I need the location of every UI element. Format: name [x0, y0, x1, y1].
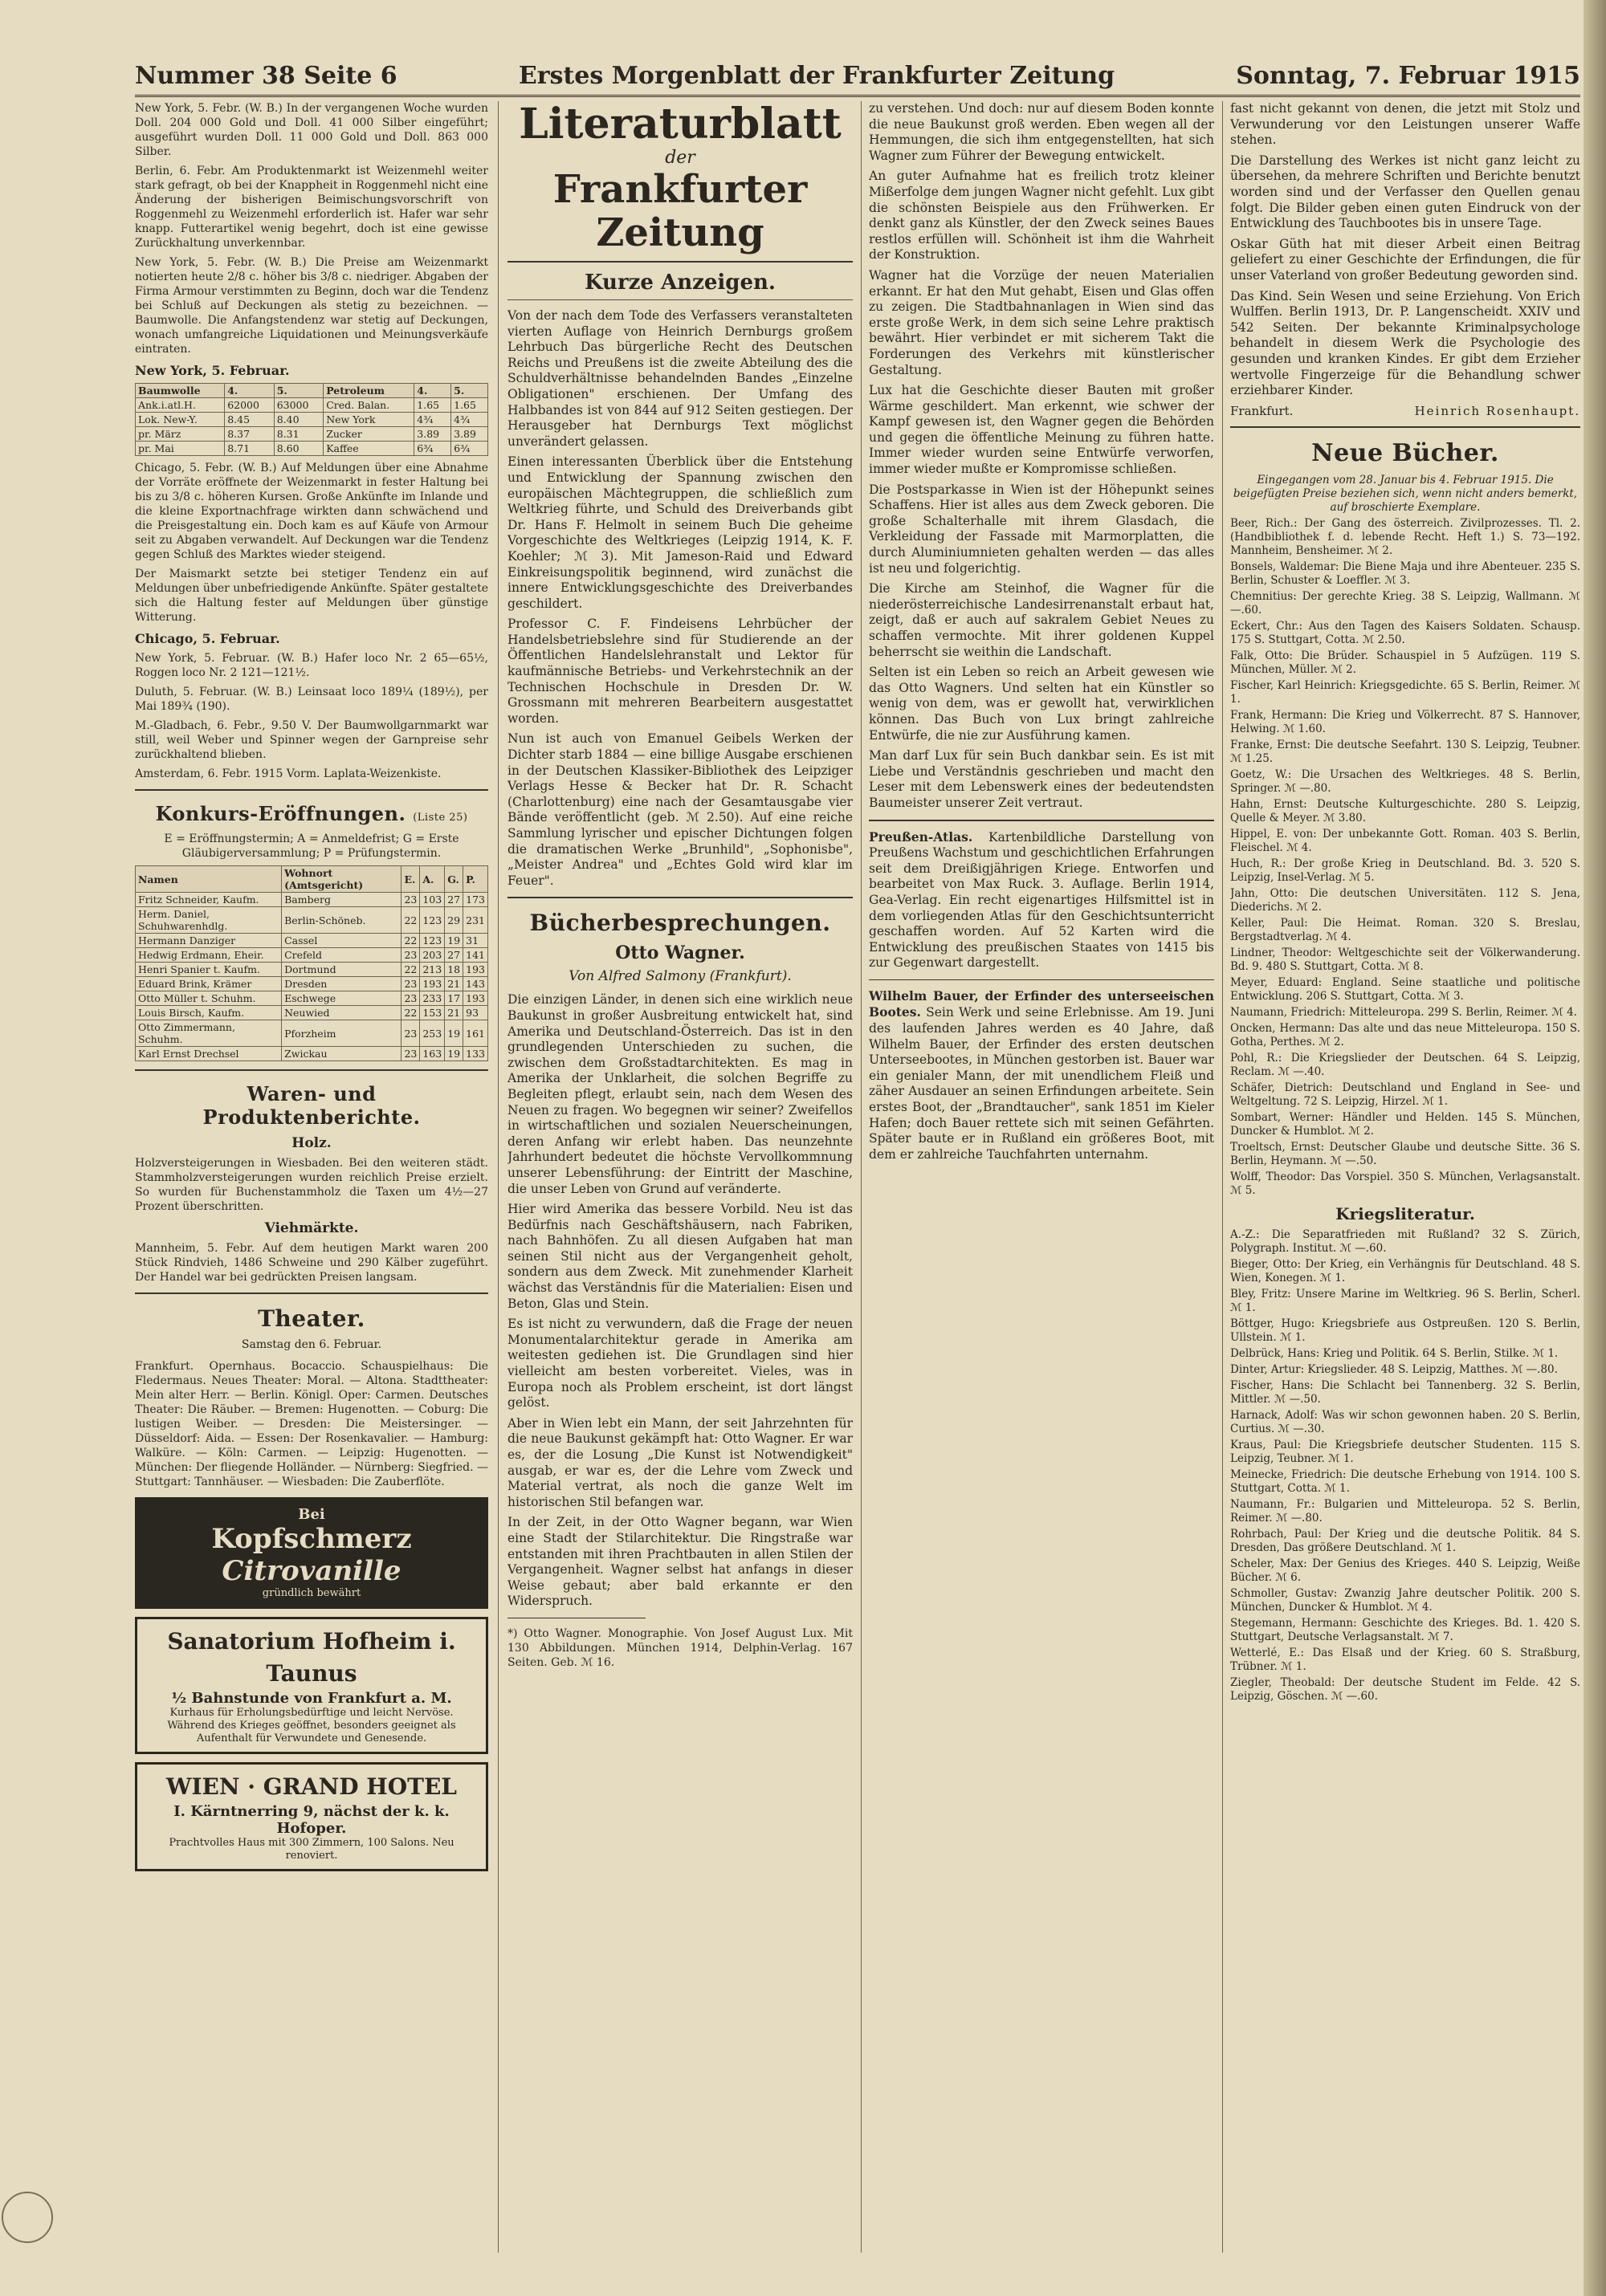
konkurs-title-text: Konkurs-Eröffnungen. [155, 802, 406, 825]
book-list [1230, 517, 1580, 1198]
market-table-row [136, 442, 488, 456]
market-report: M.-Gladbach, 6. Febr., 9.50 V. Der Baumwollgarnmarkt war still, weil Weber und Spinner wegen der Garnpreise sehr zurückhaltend blieben. [135, 719, 488, 761]
konkurs-cell: Louis Birsch, Kaufm. [136, 1006, 282, 1020]
section-divider [135, 789, 488, 791]
ad-sanatorium-line: ½ Bahnstunde von Frankfurt a. M. [171, 1690, 452, 1707]
konkurs-cell: Herm. Daniel, Schuhwarenhdlg. [136, 907, 282, 934]
chicago-table-title: Chicago, 5. Februar. [135, 631, 280, 646]
war-book-entry: Delbrück, Hans: Krieg und Politik. 64 S. Berlin, Stilke. ℳ 1. [1230, 1346, 1559, 1360]
market-table-row [136, 413, 488, 427]
konkurs-cell: 193 [420, 977, 445, 991]
market-table-row [136, 427, 488, 442]
market-report: New York, 5. Febr. (W. B.) In der vergangenen Woche wurden Doll. 204 000 Gold und Doll. 41 000 Silber eingeführt; ausgeführt wurden Doll. 11 000 Gold und Doll. 863 000 Silber. [135, 102, 488, 158]
war-literature-list [1230, 1228, 1580, 1704]
ad-grand-hotel-title: WIEN · GRAND HOTEL [166, 1773, 457, 1800]
war-book-entry: Bley, Fritz: Unsere Marine im Weltkrieg. 96 S. Berlin, Scherl. ℳ 1. [1230, 1287, 1580, 1314]
market-table-cell: Petroleum [324, 384, 414, 398]
konkurs-row [136, 977, 488, 991]
market-table-cell: pr. März [136, 427, 225, 442]
konkurs-cell: 133 [463, 1047, 488, 1061]
konkurs-title [135, 802, 488, 825]
market-table-cell: 3.89 [414, 427, 451, 442]
book-entry: Troeltsch, Ernst: Deutscher Glaube und deutsche Sitte. 36 S. Berlin, Heymann. ℳ —.50. [1230, 1140, 1580, 1167]
konkurs-cell: Otto Zimmermann, Schuhm. [136, 1020, 282, 1047]
market-table-cell: Cred. Balan. [324, 398, 414, 413]
konkurs-header-cell: Wohnort (Amtsgericht) [282, 866, 402, 893]
market-table-cell: Ank.i.atl.H. [136, 398, 225, 413]
column-literaturblatt [507, 101, 853, 2253]
market-table-cell: 1.65 [414, 398, 451, 413]
konkurs-cell: Fritz Schneider, Kaufm. [136, 893, 282, 907]
market-table-row [136, 398, 488, 413]
column-rule [861, 101, 862, 2253]
article-paragraph: Oskar Güth hat mit dieser Arbeit einen Beitrag geliefert zu einer Geschichte der Erfindungen, die für unser Vaterland von großer Bedeutung geworden sind. [1230, 236, 1580, 283]
konkurs-subtitle: (Liste 25) [413, 812, 468, 824]
market-table-cell: New York [324, 413, 414, 427]
article-paragraph: Professor C. F. Findeisens Lehrbücher der Handelsbetriebslehre sind für Studierende an der Öffentlichen Handelslehranstalt und Lektor für kaufmännische Betriebs- und Verkehrstechnik an der Technischen Hochschule in Dresden Dr. W. Grossmann mit mehreren Bearbeitern ausgestattet worden. [507, 617, 853, 726]
column-review-continued [869, 101, 1214, 2253]
vieh-title: Viehmärkte. [264, 1220, 359, 1236]
ad-sanatorium [135, 1617, 488, 1754]
konkurs-cell: 143 [463, 977, 488, 991]
war-book-entry: Ziegler, Theobald: Der deutsche Student im Felde. 42 S. Leipzig, Göschen. ℳ —.60. [1230, 1675, 1580, 1703]
book-entry: Naumann, Friedrich: Mitteleuropa. 299 S. Berlin, Reimer. ℳ 4. [1230, 1005, 1577, 1019]
konkurs-cell: 19 [445, 1020, 463, 1047]
konkurs-cell: 21 [445, 1006, 463, 1020]
konkurs-cell: 27 [445, 948, 463, 963]
book-entry: Keller, Paul: Die Heimat. Roman. 320 S. Breslau, Bergstadtverlag. ℳ 4. [1230, 916, 1580, 943]
theater-listing: Frankfurt. Opernhaus. Bocaccio. Schauspielhaus: Die Fledermaus. Neues Theater: Moral. — Altona. Stadttheater: Mein alter Herr. — Berlin. Königl. Oper: Carmen. Deutsches Theater: Die Räuber. — Bremen: Hugenotten. — Coburg: Die lustigen Weiber. — Dresden: Die Meistersinger. — Düsseldorf: Aida. — Essen: Der Rosenkavalier. — Hamburg: Walküre. — Köln: Carmen. — Leipzig: Hugenotten. — München: Der fliegende Holländer. — Nürnberg: Siegfried. — Stuttgart: Tannhäuser. — Wiesbaden: Die Zauberflöte. [135, 1360, 488, 1488]
book-entry: Franke, Ernst: Die deutsche Seefahrt. 130 S. Leipzig, Teubner. ℳ 1.25. [1230, 738, 1580, 765]
konkurs-cell: 231 [463, 907, 488, 934]
war-book-entry: Meinecke, Friedrich: Die deutsche Erhebung von 1914. 100 S. Stuttgart, Cotta. ℳ 1. [1230, 1468, 1580, 1495]
archive-stamp [2, 2192, 53, 2243]
konkurs-cell: 21 [445, 977, 463, 991]
article-paragraph: Hier wird Amerika das bessere Vorbild. Neu ist das Bedürfnis nach Geschäftshäusern, nach Fabriken, nach Bahnhöfen. Zu all diesen Aufgaben hat man seinen Stil nicht aus der Vergangenheit geholt, sondern aus dem Zweck. Mit zunehmender Klarheit wächst das Verständnis für die Materialien: Eisen und Beton, Glas und Stein. [507, 1202, 853, 1311]
konkurs-cell: 161 [463, 1020, 488, 1047]
war-book-entry: Naumann, Fr.: Bulgarien und Mitteleuropa. 52 S. Berlin, Reimer. ℳ —.80. [1230, 1497, 1580, 1525]
market-table-cell: 8.71 [225, 442, 275, 456]
book-entry: Wolff, Theodor: Das Vorspiel. 350 S. München, Verlagsanstalt. ℳ 5. [1230, 1170, 1580, 1197]
market-table-row [136, 384, 488, 398]
konkurs-cell: 18 [445, 963, 463, 977]
otto-wagner-byline: Von Alfred Salmony (Frankfurt). [569, 968, 792, 985]
article-paragraph: Das Kind. Sein Wesen und seine Erziehung. Von Erich Wulffen. Berlin 1913, Dr. P. Langenscheidt. XXIV und 542 Seiten. Der bekannte Kriminalpsychologe behandelt in diesem Werk die Psychologie des gesunden und kranken Kindes. Er gibt dem Erzieher wertvolle Fingerzeige für die Behandlung schwer erziehbarer Kinder. [1230, 288, 1580, 398]
section-divider [507, 897, 853, 898]
konkurs-cell: 27 [445, 893, 463, 907]
market-report: New York, 5. Februar. (W. B.) Hafer loco Nr. 2 65—65½, Roggen loco Nr. 2 121—121½. [135, 652, 488, 679]
war-book-entry: Kraus, Paul: Die Kriegsbriefe deutscher Studenten. 115 S. Leipzig, Teubner. ℳ 1. [1230, 1438, 1580, 1465]
book-entry: Lindner, Theodor: Weltgeschichte seit der Völkerwanderung. Bd. 9. 480 S. Stuttgart, Cotta. ℳ 8. [1230, 946, 1580, 973]
market-table-cell: 5. [274, 384, 324, 398]
article-paragraph: Wagner hat die Vorzüge der neuen Materialien erkannt. Er hat den Mut gehabt, Eisen und Glas offen zu zeigen. Die Stadtbahnanlagen in Wien sind das erste große Werk, in dem sich seine Lehre praktisch bewährt. Hier verbindet er mit sicherem Takt die Forderungen des Verkehrs mit künstlerischer Gestaltung. [869, 267, 1214, 377]
ad-grand-hotel-line: I. Kärntnerring 9, nächst der k. k. Hofoper. [173, 1803, 450, 1837]
atlas-title: Preußen-Atlas. [869, 828, 973, 845]
konkurs-header-cell: Namen [136, 866, 282, 893]
article-paragraph: Die Darstellung des Werkes ist nicht ganz leicht zu übersehen, da mehrere Schriften und Berichte benutzt worden sind und der Verfasser den Quellen genau folgt. Die Bilder geben einen guten Eindruck von der Entwicklung des Tauchbootes bis in unsere Tage. [1230, 153, 1580, 231]
kurze-anzeigen-title: Kurze Anzeigen. [507, 271, 853, 300]
konkurs-cell: 23 [402, 1020, 420, 1047]
article-paragraph: An guter Aufnahme hat es freilich trotz kleiner Mißerfolge dem jungen Wagner nicht gefehlt. Lux gibt die schönsten Beispiele aus den Frühwerken. Er denkt ganz als Künstler, der den Zweck seines Baues restlos erfüllen will. Schönheit ist ihm die Wahrheit der Konstruktion. [869, 169, 1214, 263]
holz-title: Holz. [291, 1135, 332, 1151]
konkurs-row [136, 893, 488, 907]
ad-grand-hotel [135, 1762, 488, 1871]
book-entry: Oncken, Hermann: Das alte und das neue Mitteleuropa. 150 S. Gotha, Perthes. ℳ 2. [1230, 1021, 1580, 1048]
book-entry: Huch, R.: Der große Krieg in Deutschland. Bd. 3. 520 S. Leipzig, Insel-Verlag. ℳ 5. [1230, 857, 1580, 884]
konkurs-legend: E = Eröffnungstermin; A = Anmeldefrist; G = Erste Gläubigerversammlung; P = Prüfungstermin. [164, 833, 459, 860]
book-entry: Chemnitius: Der gerechte Krieg. 38 S. Leipzig, Wallmann. ℳ —.60. [1230, 589, 1580, 617]
book-entry: Eckert, Chr.: Aus den Tagen des Kaisers Soldaten. Schausp. 175 S. Stuttgart, Cotta. ℳ 2.50. [1230, 619, 1580, 646]
konkurs-cell: 23 [402, 893, 420, 907]
article-paragraph: Die einzigen Länder, in denen sich eine wirklich neue Baukunst in großer Ausbreitung entwickelt hat, sind Amerika und Deutschland-Österreich. Das ist in den grundlegenden Unterschieden zu suchen, die zwischen dem Großstadtarchitekten. Es mag in Amerika der Unklarheit, die solchen Begriffe zu Begleiten pflegt, erlaubt sein, nach dem Wesen des Neuen zu fragen. Wo begegnen wir seiner? Zweifellos in wirtschaftlichen und sozialen Neuerscheinungen, deren Anfang wir erlebt haben. Das neunzehnte Jahrhundert bedeutet die höchste Vervollkommnung unserer Lebensführung: der Eintritt der Maschine, die unser Leben von Grund auf veränderte. [507, 992, 853, 1196]
konkurs-cell: Pforzheim [282, 1020, 402, 1047]
ad-grand-hotel-line: Prachtvolles Haus mit 300 Zimmern, 100 Salons. Neu renoviert. [169, 1837, 454, 1862]
page-binding-edge [1584, 0, 1606, 2296]
bauer-text: Sein Werk und seine Erlebnisse. Am 19. Juni des laufenden Jahres werden es 40 Jahre, daß Wilhelm Bauer, der Erfinder des ersten deutschen Unterseebootes, in München gestorben ist. Bauer war ein genialer Mann, der mit unendlichem Fleiß und zäher Ausdauer an seinen Erfindungen arbeitete. Sein erstes Boot, der „Brandtaucher", sank 1851 im Kieler Hafen; doch Bauer rettete sich mit seinen Gefährten. Später baute er in Rußland ein größeres Boot, mit dem er zahlreiche Tauchfahrten unternahm. [869, 1005, 1214, 1162]
konkurs-cell: 23 [402, 977, 420, 991]
konkurs-cell: 213 [420, 963, 445, 977]
market-table-cell: 4¾ [451, 413, 488, 427]
book-entry: Goetz, W.: Die Ursachen des Weltkrieges. 48 S. Berlin, Springer. ℳ —.80. [1230, 767, 1580, 795]
article-paragraph: In der Zeit, in der Otto Wagner begann, war Wien eine Stadt der Stilarchitektur. Die Ringstraße war entstanden mit ihren Prachtbauten in allen Stilen der Vergangenheit. Wagner selbst hat anfangs in dieser Weise gebaut; aber bald erkannte er den Widerspruch. [507, 1515, 853, 1609]
market-table-cell: 6¾ [451, 442, 488, 456]
konkurs-cell: 17 [445, 991, 463, 1006]
literaturblatt-banner [507, 101, 853, 263]
market-table-cell: 8.31 [274, 427, 324, 442]
konkurs-cell: 233 [420, 991, 445, 1006]
footnote: *) Otto Wagner. Monographie. Von Josef August Lux. Mit 130 Abbildungen. München 1914, Delphin-Verlag. 167 Seiten. Geb. ℳ 16. [507, 1626, 853, 1669]
ad-citrovanille-brand: Citrovanille [222, 1555, 402, 1587]
page-header [135, 55, 1580, 97]
market-report: Chicago, 5. Febr. (W. B.) Auf Meldungen über eine Abnahme der Vorräte eröffnete der Weizenmarkt in fester Haltung bei bis zu 3/8 c. höheren Kursen. Große Ankünfte im Inlande und die kleine Exportnachfrage wirkten dann schwächend und die Preisgestaltung ein. Doch kam es auf Käufe von Armour seit zu Abgaben verwandelt. Auf Deckungen war die Tendenz gegen Schluß des Marktes wieder steigend. [135, 462, 488, 561]
konkurs-cell: 193 [463, 963, 488, 977]
konkurs-header-cell: G. [445, 866, 463, 893]
market-table-cell: 6¾ [414, 442, 451, 456]
konkurs-cell: 153 [420, 1006, 445, 1020]
waren-title: Waren- und Produktenberichte. [202, 1082, 421, 1129]
article-paragraph: Es ist nicht zu verwundern, daß die Frage der neuen Monumentalarchitektur gerade in Amerika am weitesten gediehen ist. Die Grundlagen sind hier vielleicht am besten vorbereitet. Vieles, was in Europa noch als Problem erscheint, ist dort längst gelöst. [507, 1317, 853, 1411]
section-divider [869, 820, 1214, 821]
section-divider [869, 979, 1214, 980]
war-book-entry: A.-Z.: Die Separatfrieden mit Rußland? 32 S. Zürich, Polygraph. Institut. ℳ —.60. [1230, 1227, 1580, 1255]
market-table-cell: 62000 [225, 398, 275, 413]
konkurs-cell: 19 [445, 1047, 463, 1061]
konkurs-cell: 22 [402, 963, 420, 977]
neue-buecher-title: Neue Bücher. [1311, 438, 1499, 467]
konkurs-cell: Eduard Brink, Krämer [136, 977, 282, 991]
market-report: New York, 5. Febr. (W. B.) Die Preise am Weizenmarkt notierten heute 2/8 c. höher bis 3/8 c. niedriger. Abgaben der Firma Armour verstimmten zu Beginn, doch war die Tendenz bei Schluß auf Deckungen als stetig zu bezeichnen. — Baumwolle. Die Anfangstendenz war stetig auf Deckungen, wonach umfangreiche Liquidationen und Meinungsverkäufe eintraten. [135, 256, 488, 356]
book-entry: Fischer, Karl Heinrich: Kriegsgedichte. 65 S. Berlin, Reimer. ℳ 1. [1230, 678, 1580, 706]
konkurs-cell: Eschwege [282, 991, 402, 1006]
konkurs-cell: Otto Müller t. Schuhm. [136, 991, 282, 1006]
konkurs-row [136, 907, 488, 934]
war-book-entry: Fischer, Hans: Die Schlacht bei Tannenberg. 32 S. Berlin, Mittler. ℳ —.50. [1230, 1378, 1580, 1406]
war-book-entry: Dinter, Artur: Kriegslieder. 48 S. Leipzig, Matthes. ℳ —.80. [1230, 1362, 1558, 1376]
signature-author: Heinrich Rosenhaupt. [1414, 403, 1580, 418]
market-report: Der Maismarkt setzte bei stetiger Tendenz ein auf Meldungen über unbefriedigende Ankünfte. Später gestaltete sich die Haltung fester auf Meldungen über günstige Witterung. [135, 568, 488, 624]
konkurs-cell: 19 [445, 934, 463, 948]
konkurs-cell: 29 [445, 907, 463, 934]
book-entry: Sombart, Werner: Händler und Helden. 145 S. München, Duncker & Humblot. ℳ 2. [1230, 1110, 1580, 1138]
war-book-entry: Bieger, Otto: Der Krieg, ein Verhängnis für Deutschland. 48 S. Wien, Konegen. ℳ 1. [1230, 1257, 1580, 1284]
vieh-report: Mannheim, 5. Febr. Auf dem heutigen Markt waren 200 Stück Rindvieh, 1486 Schweine und 290 Kälber zugeführt. Der Handel war bei gedrückten Preisen langsam. [135, 1242, 488, 1284]
column-neue-buecher [1230, 101, 1580, 2253]
article-paragraph: Selten ist ein Leben so reich an Arbeit gewesen wie das Otto Wagners. Und selten hat ein Künstler so wenig von dem, was er gewollt hat, verwirklichen können. Das Buch von Lux bringt zahlreiche Entwürfe, die nie zur Ausführung kamen. [869, 665, 1214, 743]
section-divider [135, 1069, 488, 1071]
article-paragraph: Die Kirche am Steinhof, die Wagner für die niederösterreichische Landesirrenanstalt erbaut hat, zeigt, daß er auch auf sakralem Gebiet Neues zu schaffen vermochte. Mit ihrer goldenen Kuppel beherrscht sie weithin die Landschaft. [869, 581, 1214, 659]
war-book-entry: Schmoller, Gustav: Zwanzig Jahre deutscher Politik. 200 S. München, Duncker & Humblot. ℳ 4. [1230, 1586, 1580, 1614]
konkurs-cell: Henri Spanier t. Kaufm. [136, 963, 282, 977]
war-book-entry: Scheler, Max: Der Genius des Krieges. 440 S. Leipzig, Weiße Bücher. ℳ 6. [1230, 1557, 1580, 1584]
konkurs-cell: 103 [420, 893, 445, 907]
theater-date: Samstag den 6. Februar. [241, 1338, 382, 1351]
market-report: Duluth, 5. Februar. (W. B.) Leinsaat loco 189¼ (189½), per Mai 189¾ (190). [135, 686, 488, 713]
market-table-cell: Lok. New-Y. [136, 413, 225, 427]
market-table-cell: Zucker [324, 427, 414, 442]
market-report: Amsterdam, 6. Febr. 1915 Vorm. Laplata-Weizenkiste. [135, 767, 442, 780]
book-entry: Pohl, R.: Die Kriegslieder der Deutschen. 64 S. Leipzig, Reclam. ℳ —.40. [1230, 1051, 1580, 1078]
market-table-cell: Baumwolle [136, 384, 225, 398]
market-table-cell: 8.60 [274, 442, 324, 456]
book-entry: Hahn, Ernst: Deutsche Kulturgeschichte. 280 S. Leipzig, Quelle & Meyer. ℳ 3.80. [1230, 797, 1580, 824]
konkurs-header-cell: A. [420, 866, 445, 893]
konkurs-cell: 123 [420, 934, 445, 948]
konkurs-cell: Crefeld [282, 948, 402, 963]
atlas-text: Kartenbildliche Darstellung von Preußens Wachstum und geschichtlichen Erfahrungen seit dem Dreißigjährigen Kriege. Entworfen und bearbeitet von Max Ruck. 3. Auflage. Berlin 1914, Gea-Verlag. Ein recht eigenartiges Hilfsmittel ist in dem vorliegenden Atlas für den Geschichtsunterricht geschaffen worden. Auf 52 Karten wird die Entwicklung des preußischen Staates von 1415 bis zur Gegenwart dargestellt. [869, 829, 1214, 971]
konkurs-row [136, 1047, 488, 1061]
konkurs-cell: 22 [402, 907, 420, 934]
book-entry: Bonsels, Waldemar: Die Biene Maja und ihre Abenteuer. 235 S. Berlin, Schuster & Loeffler. ℳ 3. [1230, 560, 1580, 587]
konkurs-cell: 22 [402, 934, 420, 948]
konkurs-cell: 203 [420, 948, 445, 963]
konkurs-cell: Hedwig Erdmann, Eheir. [136, 948, 282, 963]
article-paragraph: Die Postsparkasse in Wien ist der Höhepunkt seines Schaffens. Hier ist alles aus dem Zweck geboren. Die große Schalterhalle mit ihrem Glasdach, die Verkleidung der Fassade mit Marmorplatten, die durch Aluminiumnieten gehalten werden — das alles ist neu und folgerichtig. [869, 482, 1214, 576]
ad-citrovanille-line: Bei [298, 1506, 325, 1523]
article-paragraph: Von der nach dem Tode des Verfassers veranstalteten vierten Auflage von Heinrich Dernburgs großem Lehrbuch Das bürgerliche Recht des Deutschen Reichs und Preußens ist die zweite Abteilung des die Schuldverhältnisse behandelnden Bandes „Einzelne Obligationen" erschienen. Der Umfang des Halbbandes ist von 844 auf 912 Seiten gestiegen. Der Herausgeber hat Dernburgs Text möglichst unverändert gelassen. [507, 308, 853, 449]
market-table [135, 383, 488, 456]
war-book-entry: Wetterlé, E.: Das Elsaß und der Krieg. 60 S. Straßburg, Trübner. ℳ 1. [1230, 1646, 1580, 1673]
konkurs-cell: 173 [463, 893, 488, 907]
konkurs-cell: Dresden [282, 977, 402, 991]
header-date: Sonntag, 7. Februar 1915 [1236, 62, 1580, 90]
banner-line: Literaturblatt [519, 101, 842, 149]
konkurs-cell: Hermann Danziger [136, 934, 282, 948]
market-report: Berlin, 6. Febr. Am Produktenmarkt ist Weizenmehl weiter stark gefragt, ob bei der Knappheit in Roggenmehl nicht eine Änderung der bisherigen Beimischungsvorschrift von Roggenmehl zu Weizenmehl erforderlich ist. Hafer war sehr knapp. Futterartikel wenig begehrt, doch ist eine gewisse Zurückhaltung unverkennbar. [135, 165, 488, 250]
market-table-cell: 8.40 [274, 413, 324, 427]
ad-sanatorium-line: Kurhaus für Erholungsbedürftige und leicht Nervöse. [169, 1707, 454, 1719]
konkurs-header-cell: E. [402, 866, 420, 893]
konkurs-cell: 22 [402, 1006, 420, 1020]
konkurs-cell: Neuwied [282, 1006, 402, 1020]
signature-line [1230, 404, 1580, 418]
bauer-title: Wilhelm Bauer, der Erfinder des unterseeischen Bootes. [869, 987, 1214, 1020]
konkurs-cell: Karl Ernst Drechsel [136, 1047, 282, 1061]
article-paragraph: zu verstehen. Und doch: nur auf diesem Boden konnte die neue Baukunst groß werden. Eben wegen all der Hemmungen, die sich ihm entgegenstellten, hat sich Wagner zum Führer der Bewegung entwickelt. [869, 101, 1214, 163]
war-book-entry: Stegemann, Hermann: Geschichte des Krieges. Bd. 1. 420 S. Stuttgart, Deutsche Verlagsanstalt. ℳ 7. [1230, 1616, 1580, 1643]
article-paragraph: fast nicht gekannt von denen, die jetzt mit Stolz und Verwunderung vor den Leistungen unserer Waffe stehen. [1230, 101, 1580, 148]
theater-title: Theater. [258, 1305, 365, 1332]
market-table-cell: 5. [451, 384, 488, 398]
ad-citrovanille-line: Kopfschmerz [211, 1523, 412, 1555]
holz-report: Holzversteigerungen in Wiesbaden. Bei den weiteren städt. Stammholzversteigerungen wurden reichlich Preise erzielt. So wurden für Buchenstammholz die Taxen um 4½—27 Prozent überschritten. [135, 1157, 488, 1213]
article-paragraph: Aber in Wien lebt ein Mann, der seit Jahrzehnten für die neue Baukunst gekämpft hat: Otto Wagner. Er war es, der die Losung „Die Kunst ist Notwendigkeit" ausgab, er war es, der die Lehre vom Zweck und Material vertrat, als noch die ganze Welt im historischen Stil befangen war. [507, 1415, 853, 1509]
buecherbesprechungen-title: Bücherbesprechungen. [529, 910, 831, 937]
book-entry: Meyer, Eduard: England. Seine staatliche und politische Entwicklung. 206 S. Stuttgart, Cotta. ℳ 3. [1230, 975, 1580, 1003]
ad-citrovanille-line: gründlich bewährt [262, 1587, 361, 1599]
article-paragraph: Man darf Lux für sein Buch dankbar sein. Es ist mit Liebe und Verständnis geschrieben und macht den Leser mit dem Lebenswerk eines der bedeutendsten Baumeister unserer Zeit vertraut. [869, 748, 1214, 810]
market-table-cell: 3.89 [451, 427, 488, 442]
otto-wagner-title: Otto Wagner. [615, 942, 745, 964]
ad-sanatorium-title: Sanatorium Hofheim i. Taunus [167, 1628, 456, 1687]
konkurs-cell: 31 [463, 934, 488, 948]
ad-citrovanille [135, 1497, 488, 1609]
konkurs-cell: Cassel [282, 934, 402, 948]
konkurs-cell: 23 [402, 991, 420, 1006]
konkurs-cell: 163 [420, 1047, 445, 1061]
konkurs-header-cell: P. [463, 866, 488, 893]
konkurs-cell: 123 [420, 907, 445, 934]
market-table-cell: 8.37 [225, 427, 275, 442]
column-rule [498, 101, 499, 2253]
konkurs-cell: 141 [463, 948, 488, 963]
book-entry: Falk, Otto: Die Brüder. Schauspiel in 5 Aufzügen. 119 S. München, Müller. ℳ 2. [1230, 649, 1580, 676]
neue-buecher-intro: Eingegangen vom 28. Januar bis 4. Februar 1915. Die beigefügten Preise beziehen sich, wenn nicht anders bemerkt, auf broschierte Exemplare. [1233, 473, 1578, 514]
konkurs-cell: Dortmund [282, 963, 402, 977]
ad-sanatorium-line: Während des Krieges geöffnet, besonders geeignet als Aufenthalt für Verwundete und Genesende. [167, 1720, 456, 1744]
book-entry: Hippel, E. von: Der unbekannte Gott. Roman. 403 S. Berlin, Fleischel. ℳ 4. [1230, 827, 1580, 854]
market-table-cell: 4. [414, 384, 451, 398]
book-entry: Schäfer, Dietrich: Deutschland und England in See- und Weltgeltung. 72 S. Leipzig, Hirzel. ℳ 1. [1230, 1081, 1580, 1108]
market-table-title: New York, 5. Februar. [135, 363, 290, 378]
header-issue-page: Nummer 38 Seite 6 [135, 62, 397, 90]
market-table-cell: Kaffee [324, 442, 414, 456]
konkurs-row [136, 963, 488, 977]
header-masthead: Erstes Morgenblatt der Frankfurter Zeitung [518, 62, 1115, 90]
signature-place: Frankfurt. [1230, 403, 1294, 418]
market-table-cell: pr. Mai [136, 442, 225, 456]
article-paragraph: Nun ist auch von Emanuel Geibels Werken der Dichter starb 1884 — eine billige Ausgabe erschienen in der Deutschen Klassiker-Bibliothek des Leipziger Verlags Hesse & Becker hat Dr. R. Schacht (Charlottenburg) eine nach der Gesamtausgabe vier Bände veröffentlicht (geb. ℳ 2.50). Auf eine reiche Sammlung lyrischer und epischer Dichtungen folgen die dramatischen Werke „Brunhild", „Sophonisbe", „Meister Andrea" und „Echtes Gold wird klar im Feuer". [507, 731, 853, 888]
konkurs-row [136, 948, 488, 963]
konkurs-row [136, 1006, 488, 1020]
konkurs-cell: 253 [420, 1020, 445, 1047]
kriegsliteratur-title: Kriegsliteratur. [1335, 1203, 1475, 1223]
banner-line: der [665, 148, 695, 168]
konkurs-cell: 93 [463, 1006, 488, 1020]
column-rule [1222, 101, 1223, 2253]
article-paragraph: Einen interessanten Überblick über die Entstehung und Entwicklung der Spannung zwischen den europäischen Mächtegruppen, die schließlich zum Weltkrieg führte, und Schuld des Dreiverbands gibt Dr. Hans F. Helmolt in seinem Buch Die geheime Vorgeschichte des Weltkrieges (Leipzig 1914, K. F. Koehler; ℳ 3). Mit Jameson-Raid und Edward Einkreisungspolitik beginnend, wird zunächst die innere Entwicklungsgeschichte des Dreiverbandes geschildert. [507, 454, 853, 611]
konkurs-row [136, 934, 488, 948]
book-entry: Jahn, Otto: Die deutschen Universitäten. 112 S. Jena, Diederichs. ℳ 2. [1230, 886, 1580, 914]
konkurs-cell: 23 [402, 1047, 420, 1061]
book-entry: Beer, Rich.: Der Gang des österreich. Zivilprozesses. Tl. 2. (Handbibliothek f. d. lebende Recht. Heft 1.) S. 73—192. Mannheim, Bensheimer. ℳ 2. [1230, 516, 1580, 557]
section-divider [1230, 426, 1580, 428]
column-markets [135, 101, 488, 2253]
konkurs-row [136, 991, 488, 1006]
market-table-cell: 4. [225, 384, 275, 398]
konkurs-row [136, 1020, 488, 1047]
konkurs-cell: 193 [463, 991, 488, 1006]
market-table-cell: 4¾ [414, 413, 451, 427]
konkurs-table [135, 865, 488, 1061]
konkurs-cell: Zwickau [282, 1047, 402, 1061]
market-table-cell: 63000 [274, 398, 324, 413]
konkurs-cell: Berlin-Schöneb. [282, 907, 402, 934]
konkurs-cell: Bamberg [282, 893, 402, 907]
article-paragraph: Lux hat die Geschichte dieser Bauten mit großer Wärme geschildert. Man erkennt, wie schwer der Kampf gewesen ist, den Wagner gegen die Behörden und gegen die öffentliche Meinung zu führen hatte. Immer wieder wurden seine Entwürfe verworfen, immer wieder mußte er Kompromisse schließen. [869, 383, 1214, 477]
war-book-entry: Böttger, Hugo: Kriegsbriefe aus Ostpreußen. 120 S. Berlin, Ullstein. ℳ 1. [1230, 1317, 1580, 1344]
book-entry: Frank, Hermann: Die Krieg und Völkerrecht. 87 S. Hannover, Helwing. ℳ 1.60. [1230, 708, 1580, 735]
war-book-entry: Rohrbach, Paul: Der Krieg und die deutsche Politik. 84 S. Dresden, Das größere Deutschland. ℳ 1. [1230, 1527, 1580, 1554]
konkurs-cell: 23 [402, 948, 420, 963]
war-book-entry: Harnack, Adolf: Was wir schon gewonnen haben. 20 S. Berlin, Curtius. ℳ —.30. [1230, 1408, 1580, 1435]
market-table-cell: 8.45 [225, 413, 275, 427]
banner-line: Frankfurter Zeitung [552, 167, 808, 255]
market-table-cell: 1.65 [451, 398, 488, 413]
section-divider [135, 1293, 488, 1294]
